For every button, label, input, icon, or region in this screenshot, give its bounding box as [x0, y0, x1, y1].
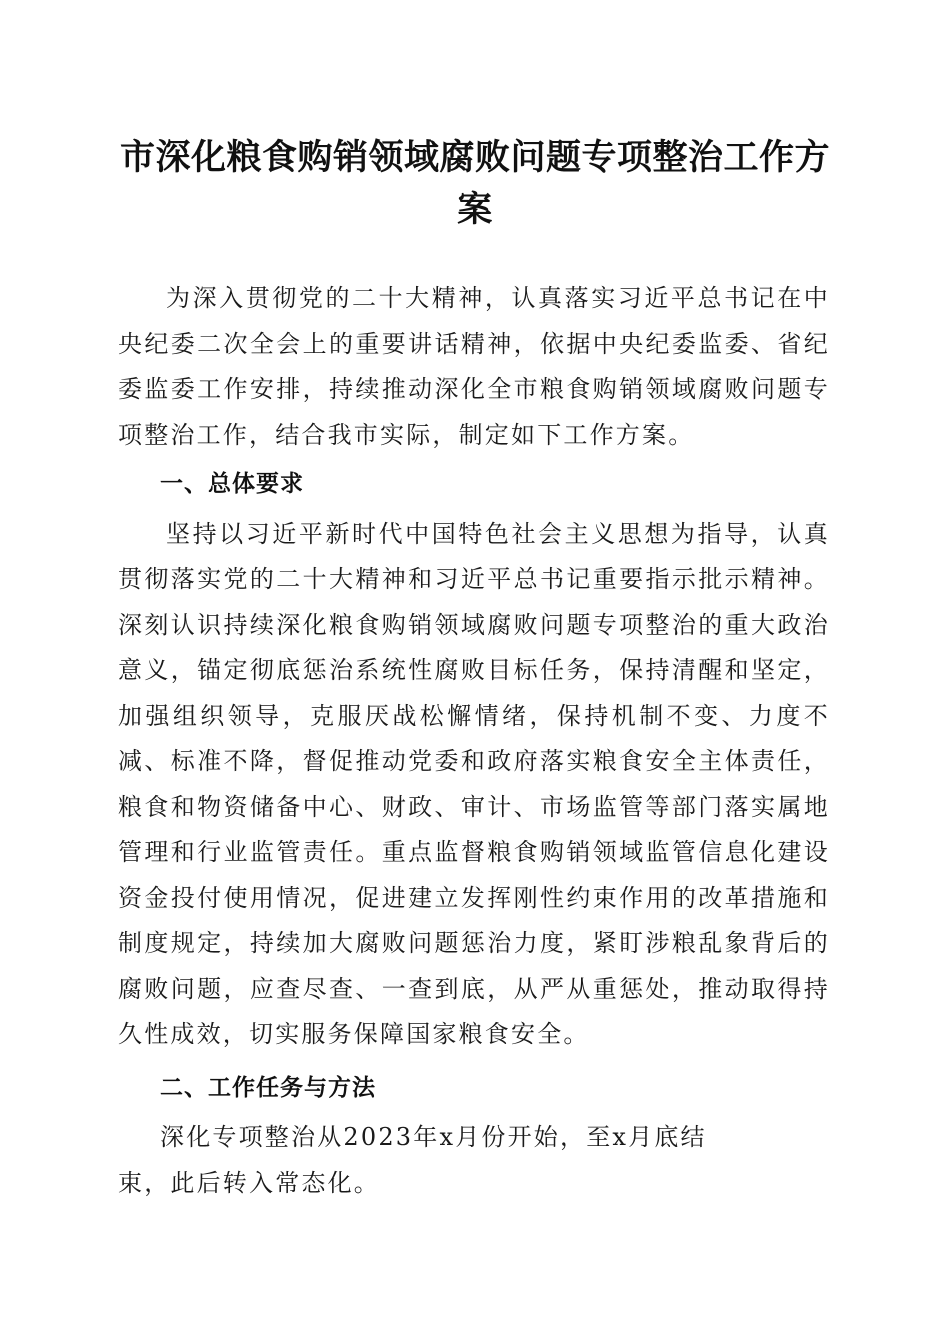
intro-paragraph: 为深入贯彻党的二十大精神，认真落实习近平总书记在中央纪委二次全会上的重要讲话精神，依据中央纪委监委、省纪委监委工作安排，持续推动深化全市粮食购销领域腐败问题专项整治工作，结合我市实际，制定如下工作方案。	[118, 284, 830, 449]
section-heading-general-requirements: 一、总体要求	[160, 471, 304, 497]
section-heading-tasks-methods: 二、工作任务与方法	[160, 1074, 376, 1101]
section-paragraph-general-requirements: 坚持以习近平新时代中国特色社会主义思想为指导，认真贯彻落实党的二十大精神和习近平总书记重要指示批示精神。深刻认识持续深化粮食购销领域腐败问题专项整治的重大政治意义，锚定彻底惩治系统性腐败目标任务，保持清醒和坚定，加强组织领导，克服厌战松懈情绪，保持机制不变、力度不减、标准不降，督促推动党委和政府落实粮食安全主体责任，粮食和物资储备中心、财政、审计、市场监管等部门落实属地管理和行业监管责任。重点监督粮食购销领域监管信息化建设资金投付使用情况，促进建立发挥刚性约束作用的改革措施和制度规定，持续加大腐败问题惩治力度，紧盯涉粮乱象背后的腐败问题，应查尽查、一查到底，从严从重惩处，推动取得持久性成效，切实服务保障国家粮食安全。	[118, 519, 830, 1048]
section-paragraph-tasks-methods: 深化专项整治从2023年x月份开始，至x月底结束，此后转入常态化。	[118, 1123, 707, 1197]
spacer	[118, 1058, 830, 1066]
tasks-paragraph-wrap	[118, 1115, 758, 1206]
document-title: 市深化粮食购销领域腐败问题专项整治工作方案	[119, 137, 830, 230]
document-body	[118, 276, 830, 1206]
